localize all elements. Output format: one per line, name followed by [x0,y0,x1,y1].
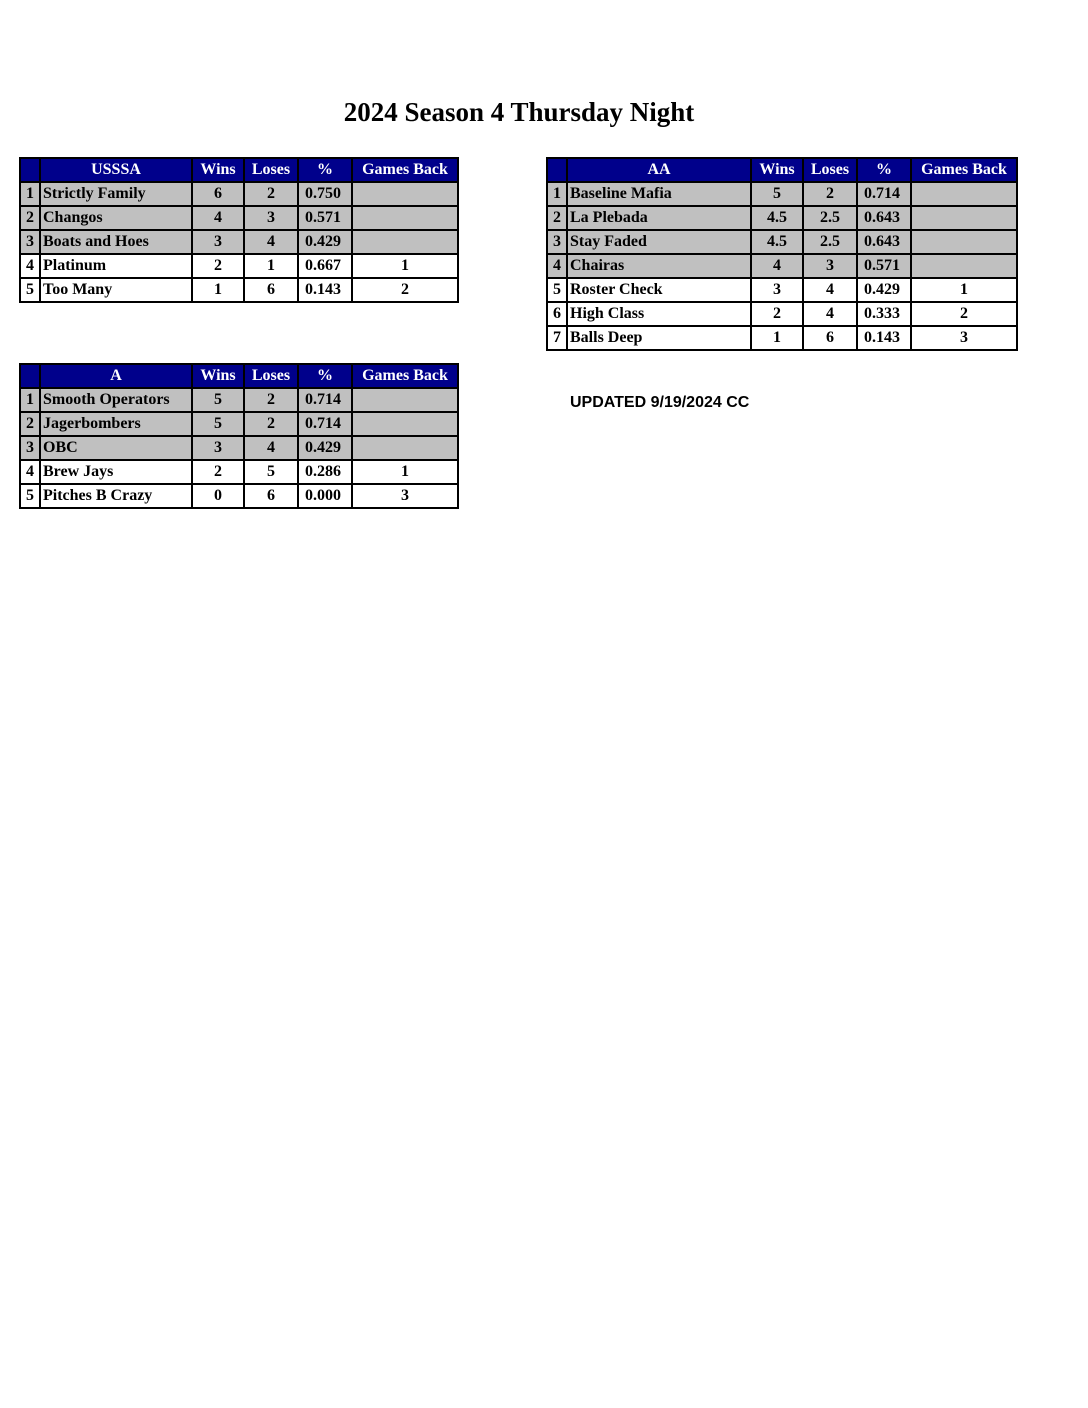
loses-header: Loses [244,158,298,182]
pct-cell: 0.143 [857,326,911,350]
aa-standings-table [546,157,1018,351]
pct-cell: 0.714 [298,412,352,436]
pct-cell: 0.286 [298,460,352,484]
wins-cell: 1 [751,326,803,350]
pct-header: % [298,158,352,182]
games-back-cell: 3 [352,484,458,508]
loses-cell: 6 [244,484,298,508]
team-name-cell: Baseline Mafia [567,182,751,206]
wins-cell: 5 [192,412,244,436]
wins-cell: 3 [751,278,803,302]
loses-header: Loses [803,158,857,182]
table-row [547,182,1017,206]
pct-cell: 0.667 [298,254,352,278]
wins-cell: 4.5 [751,230,803,254]
team-name-cell: Chairas [567,254,751,278]
loses-cell: 4 [803,278,857,302]
page-title: 2024 Season 4 Thursday Night [343,97,695,127]
team-name-cell: Platinum [40,254,192,278]
table-header-row [547,158,1017,182]
loses-cell: 4 [803,302,857,326]
team-name-cell: Smooth Operators [40,388,192,412]
table-body [20,182,458,302]
rank-cell: 6 [547,302,567,326]
loses-cell: 6 [244,278,298,302]
games-back-cell: 1 [911,278,1017,302]
rank-cell: 1 [20,182,40,206]
wins-header: Wins [192,364,244,388]
rank-cell: 5 [20,484,40,508]
pct-cell: 0.571 [298,206,352,230]
wins-cell: 3 [192,436,244,460]
team-name-cell: Jagerbombers [40,412,192,436]
rank-header [547,158,567,182]
games-back-cell: 2 [352,278,458,302]
wins-cell: 1 [192,278,244,302]
wins-cell: 6 [192,182,244,206]
table-row [547,278,1017,302]
team-name-cell: Strictly Family [40,182,192,206]
pct-cell: 0.000 [298,484,352,508]
rank-cell: 2 [20,412,40,436]
updated-note: UPDATED 9/19/2024 CC [570,394,750,411]
loses-cell: 2.5 [803,230,857,254]
pct-header: % [298,364,352,388]
rank-cell: 2 [547,206,567,230]
games-back-header: Games Back [352,158,458,182]
pct-cell: 0.333 [857,302,911,326]
games-back-cell: 2 [911,302,1017,326]
pct-cell: 0.143 [298,278,352,302]
division-name-header: A [40,364,192,388]
games-back-cell: 3 [911,326,1017,350]
wins-cell: 4 [751,254,803,278]
team-name-cell: Pitches B Crazy [40,484,192,508]
team-name-cell: Brew Jays [40,460,192,484]
wins-header: Wins [192,158,244,182]
pct-cell: 0.429 [298,230,352,254]
table-row [547,302,1017,326]
team-name-cell: Boats and Hoes [40,230,192,254]
games-back-cell: 1 [352,460,458,484]
pct-cell: 0.750 [298,182,352,206]
pct-cell: 0.714 [857,182,911,206]
pct-cell: 0.429 [298,436,352,460]
loses-cell: 2.5 [803,206,857,230]
games-back-cell [352,206,458,230]
table-row [20,278,458,302]
pct-cell: 0.643 [857,230,911,254]
wins-cell: 5 [192,388,244,412]
pct-cell: 0.429 [857,278,911,302]
team-name-cell: High Class [567,302,751,326]
team-name-cell: Changos [40,206,192,230]
wins-cell: 2 [751,302,803,326]
pct-cell: 0.643 [857,206,911,230]
team-name-cell: Balls Deep [567,326,751,350]
table-row [20,412,458,436]
wins-cell: 4.5 [751,206,803,230]
table-header-row [20,158,458,182]
table-row [20,388,458,412]
wins-cell: 2 [192,460,244,484]
table-row [547,254,1017,278]
team-name-cell: OBC [40,436,192,460]
rank-header [20,158,40,182]
loses-cell: 2 [244,412,298,436]
rank-cell: 3 [20,436,40,460]
games-back-cell [352,436,458,460]
pct-cell: 0.571 [857,254,911,278]
usssa-standings-table [19,157,459,303]
team-name-cell: Too Many [40,278,192,302]
table-row [20,484,458,508]
rank-cell: 4 [547,254,567,278]
wins-cell: 5 [751,182,803,206]
pct-header: % [857,158,911,182]
table-row [20,460,458,484]
team-name-cell: Roster Check [567,278,751,302]
table-header-row [20,364,458,388]
loses-cell: 4 [244,436,298,460]
rank-cell: 5 [20,278,40,302]
games-back-header: Games Back [911,158,1017,182]
table-row [547,206,1017,230]
loses-cell: 2 [244,388,298,412]
table-row [547,230,1017,254]
table-row [20,230,458,254]
team-name-cell: Stay Faded [567,230,751,254]
division-name-header: AA [567,158,751,182]
games-back-header: Games Back [352,364,458,388]
a-standings-table [19,363,459,509]
wins-header: Wins [751,158,803,182]
team-name-cell: La Plebada [567,206,751,230]
loses-cell: 6 [803,326,857,350]
loses-cell: 3 [803,254,857,278]
loses-cell: 2 [244,182,298,206]
games-back-cell [911,230,1017,254]
games-back-cell [911,182,1017,206]
rank-cell: 5 [547,278,567,302]
wins-cell: 0 [192,484,244,508]
table-body [20,388,458,508]
table-row [20,182,458,206]
rank-cell: 4 [20,460,40,484]
table-body [547,182,1017,350]
table-row [547,326,1017,350]
rank-cell: 1 [547,182,567,206]
wins-cell: 2 [192,254,244,278]
table-row [20,436,458,460]
table-row [20,254,458,278]
games-back-cell [911,206,1017,230]
games-back-cell [911,254,1017,278]
rank-header [20,364,40,388]
rank-cell: 1 [20,388,40,412]
games-back-cell [352,230,458,254]
games-back-cell [352,182,458,206]
games-back-cell [352,412,458,436]
rank-cell: 3 [547,230,567,254]
loses-cell: 5 [244,460,298,484]
games-back-cell [352,388,458,412]
division-name-header: USSSA [40,158,192,182]
rank-cell: 7 [547,326,567,350]
loses-cell: 2 [803,182,857,206]
wins-cell: 4 [192,206,244,230]
rank-cell: 3 [20,230,40,254]
wins-cell: 3 [192,230,244,254]
loses-cell: 1 [244,254,298,278]
loses-cell: 4 [244,230,298,254]
loses-header: Loses [244,364,298,388]
pct-cell: 0.714 [298,388,352,412]
table-row [20,206,458,230]
rank-cell: 2 [20,206,40,230]
rank-cell: 4 [20,254,40,278]
games-back-cell: 1 [352,254,458,278]
loses-cell: 3 [244,206,298,230]
